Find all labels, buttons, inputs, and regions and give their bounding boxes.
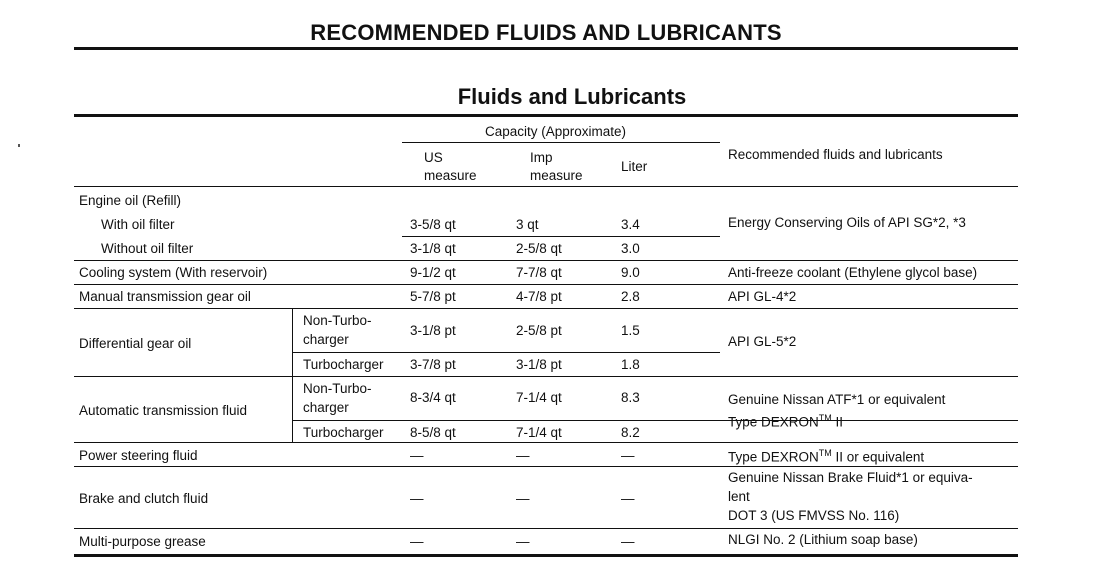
differential-non-turbo-us: 3-1/8 pt: [410, 323, 456, 338]
power-steering-recommendation: [728, 444, 924, 467]
capacity-group-header: Capacity (Approximate): [485, 124, 627, 139]
cooling-system-liter: 9.0: [621, 265, 640, 280]
row-rule: [74, 284, 1018, 285]
with-oil-filter-us: 3-5/8 qt: [410, 217, 456, 232]
engine-sub-rule: [402, 236, 720, 237]
table-top-rule: [74, 114, 1018, 117]
automatic-non-turbo-line1: Non-Turbo-: [303, 381, 372, 396]
with-oil-filter-label: With oil filter: [101, 217, 175, 232]
power-steering-liter-dash: —: [621, 448, 635, 463]
without-oil-filter-liter: 3.0: [621, 241, 640, 256]
table-bottom-rule: [74, 554, 1018, 557]
fluids-table: [74, 114, 1018, 558]
cooling-system-recommendation: Anti-freeze coolant (Ethylene glycol base): [728, 265, 978, 280]
page-heading: RECOMMENDED FLUIDS AND LUBRICANTS: [310, 20, 782, 45]
automatic-non-turbo-liter: 8.3: [621, 390, 640, 405]
row-rule: [74, 260, 1018, 261]
automatic-turbo-us: 8-5/8 qt: [410, 425, 456, 440]
brake-clutch-recommendation-line2: lent: [728, 489, 750, 504]
differential-turbo-liter: 1.8: [621, 357, 640, 372]
automatic-transmission-label: Automatic transmission fluid: [79, 403, 248, 418]
power-steering-us-dash: —: [410, 448, 424, 463]
table-title: Fluids and Lubricants: [457, 84, 687, 109]
automatic-non-turbo-line2: charger: [303, 400, 349, 415]
differential-turbo-us: 3-7/8 pt: [410, 357, 456, 372]
cooling-system-us: 9-1/2 qt: [410, 265, 456, 280]
manual-transmission-us: 5-7/8 pt: [410, 289, 456, 304]
manual-transmission-liter: 2.8: [621, 289, 640, 304]
liter-header: Liter: [621, 159, 648, 174]
with-oil-filter-imp: 3 qt: [516, 217, 539, 232]
imp-measure-header-line2: measure: [530, 168, 583, 183]
multi-purpose-grease-label: Multi-purpose grease: [79, 534, 206, 549]
brake-clutch-recommendation-line1: Genuine Nissan Brake Fluid*1 or equiva-: [728, 470, 973, 485]
cooling-system-label: Cooling system (With reservoir): [79, 265, 268, 280]
brake-clutch-liter-dash: —: [621, 491, 635, 506]
differential-sub-rule: [292, 352, 720, 353]
differential-recommendation: API GL-5*2: [728, 334, 797, 349]
grease-recommendation: NLGI No. 2 (Lithium soap base): [728, 532, 918, 547]
automatic-recommendation-line1: Genuine Nissan ATF*1 or equivalent: [728, 392, 946, 407]
us-measure-header-line2: measure: [424, 168, 477, 183]
without-oil-filter-imp: 2-5/8 qt: [516, 241, 562, 256]
power-steering-label: Power steering fluid: [79, 448, 198, 463]
brake-clutch-recommendation-line3: DOT 3 (US FMVSS No. 116): [728, 508, 900, 523]
recommended-header: Recommended fluids and lubricants: [728, 147, 943, 162]
row-rule: [74, 376, 1018, 377]
header-bottom-rule: [74, 186, 1018, 187]
automatic-non-turbo-us: 8-3/4 qt: [410, 390, 456, 405]
differential-non-turbo-imp: 2-5/8 pt: [516, 323, 562, 338]
automatic-recommendation-type: Type DEXRON: [728, 414, 819, 430]
us-measure-header-line1: US: [424, 150, 443, 165]
power-steering-imp-dash: —: [516, 448, 530, 463]
power-steering-recommendation-grade: II or equivalent: [831, 449, 925, 465]
manual-transmission-label: Manual transmission gear oil: [79, 289, 251, 304]
differential-turbo-label: Turbocharger: [303, 357, 384, 372]
automatic-turbo-label: Turbocharger: [303, 425, 384, 440]
without-oil-filter-label: Without oil filter: [101, 241, 194, 256]
engine-oil-recommendation: Energy Conserving Oils of API SG*2, *3: [728, 215, 966, 230]
differential-gear-oil-label: Differential gear oil: [79, 336, 192, 351]
imp-measure-header-line1: Imp: [530, 150, 553, 165]
differential-turbo-imp: 3-1/8 pt: [516, 357, 562, 372]
manual-transmission-imp: 4-7/8 pt: [516, 289, 562, 304]
capacity-group-rule: [402, 142, 720, 143]
differential-non-turbo-line1: Non-Turbo-: [303, 313, 372, 328]
differential-non-turbo-line2: charger: [303, 332, 349, 347]
automatic-turbo-imp: 7-1/4 qt: [516, 425, 562, 440]
brake-clutch-us-dash: —: [410, 491, 424, 506]
variant-column-rule: [292, 308, 293, 442]
differential-non-turbo-liter: 1.5: [621, 323, 640, 338]
grease-imp-dash: —: [516, 534, 530, 549]
manual-transmission-recommendation: API GL-4*2: [728, 289, 797, 304]
automatic-recommendation-trademark: TM: [818, 413, 832, 423]
without-oil-filter-us: 3-1/8 qt: [410, 241, 456, 256]
row-rule: [74, 442, 1018, 443]
automatic-recommendation-line2: [728, 409, 843, 432]
with-oil-filter-liter: 3.4: [621, 217, 640, 232]
heading-rule: [74, 47, 1018, 50]
row-rule: [74, 308, 1018, 309]
automatic-non-turbo-imp: 7-1/4 qt: [516, 390, 562, 405]
brake-clutch-label: Brake and clutch fluid: [79, 491, 209, 506]
power-steering-recommendation-type: Type DEXRON: [728, 449, 819, 465]
automatic-turbo-liter: 8.2: [621, 425, 640, 440]
automatic-sub-rule: [292, 420, 1018, 421]
cooling-system-imp: 7-7/8 qt: [516, 265, 562, 280]
scan-speck: [18, 144, 20, 147]
power-steering-recommendation-trademark: TM: [818, 448, 832, 458]
automatic-recommendation-grade: II: [831, 414, 844, 430]
grease-us-dash: —: [410, 534, 424, 549]
brake-clutch-imp-dash: —: [516, 491, 530, 506]
row-rule: [74, 528, 1018, 529]
grease-liter-dash: —: [621, 534, 635, 549]
engine-oil-label: Engine oil (Refill): [79, 193, 182, 208]
